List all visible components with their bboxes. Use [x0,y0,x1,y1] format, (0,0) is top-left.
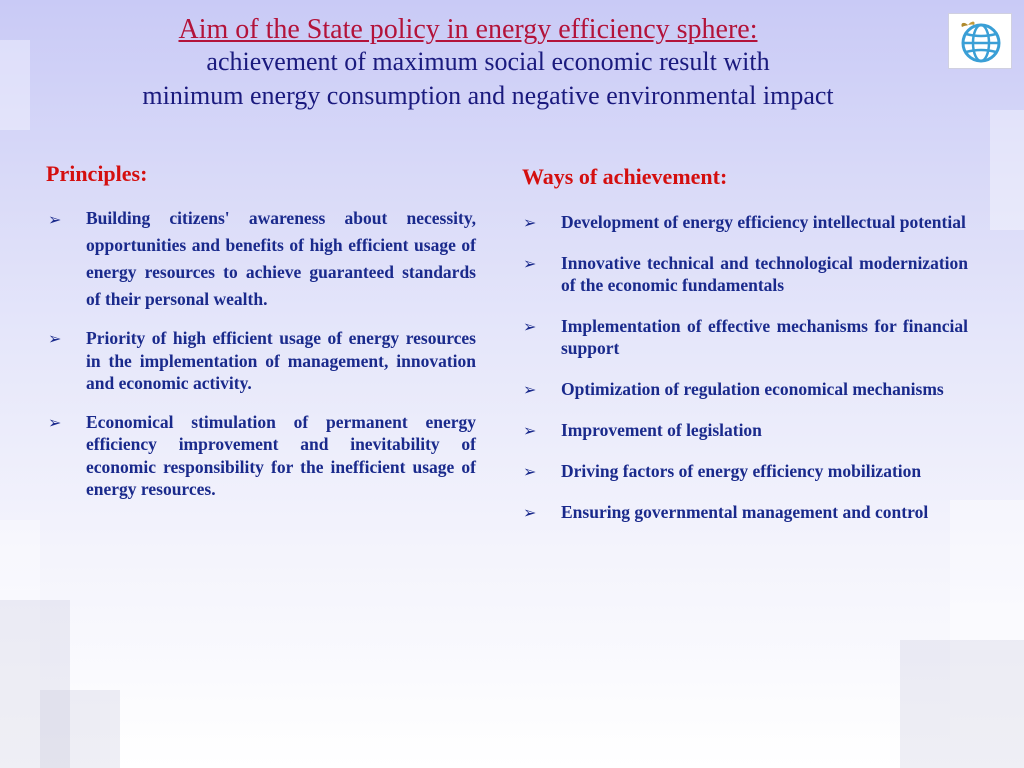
arrow-bullet-icon: ➢ [523,254,537,273]
list-item-text: Improvement of legislation [561,420,762,440]
list-item-text: Development of energy efficiency intellectual potential [561,212,966,232]
list-item [523,252,968,296]
ways-heading: Ways of achievement: [522,164,728,189]
list-item [48,205,476,313]
list-item-text: Ensuring governmental management and control [561,502,929,522]
subtitle-line-1: achievement of maximum social economic result with [206,47,770,76]
list-item-text: Economical stimulation of permanent energy efficiency improvement and inevitability of economic responsibility for the inefficient usage of energy resources. [86,411,476,499]
arrow-bullet-icon: ➢ [48,412,62,432]
background-tile [900,640,1024,768]
list-item [523,211,968,233]
arrow-bullet-icon: ➢ [523,462,537,481]
page-title: Aim of the State policy in energy efficiency sphere: [178,14,758,45]
list-item [523,460,968,482]
list-item-text: Driving factors of energy efficiency mobilization [561,461,922,481]
list-item [523,501,968,523]
list-item-text: Building citizens' awareness about necessity, opportunities and benefits of high efficient usage of energy resources to achieve guaranteed standards of their personal wealth. [86,208,476,309]
list-item-text: Priority of high efficient usage of energy resources in the implementation of management, innovation and economic activity. [86,328,476,393]
list-item-text: Innovative technical and technological modernization of the economic fundamentals [561,253,968,295]
arrow-bullet-icon: ➢ [523,380,537,399]
arrow-bullet-icon: ➢ [523,213,537,232]
principles-list [48,205,476,517]
list-item [523,419,968,441]
arrow-bullet-icon: ➢ [48,329,62,348]
list-item [523,378,968,400]
arrow-bullet-icon: ➢ [523,503,537,522]
arrow-bullet-icon: ➢ [48,210,62,229]
principles-heading: Principles: [46,161,148,186]
arrow-bullet-icon: ➢ [523,421,537,440]
globe-icon [954,17,1006,65]
list-item [48,411,476,501]
background-tile [990,110,1024,230]
list-item [48,327,476,395]
background-tile [40,690,120,768]
subtitle-line-2: minimum energy consumption and negative environmental impact [142,81,834,110]
list-item [523,315,968,359]
logo [948,13,1012,69]
list-item-text: Implementation of effective mechanisms for financial support [561,316,968,358]
list-item-text: Optimization of regulation economical mechanisms [561,379,944,399]
arrow-bullet-icon: ➢ [523,317,537,336]
ways-list [523,211,968,542]
